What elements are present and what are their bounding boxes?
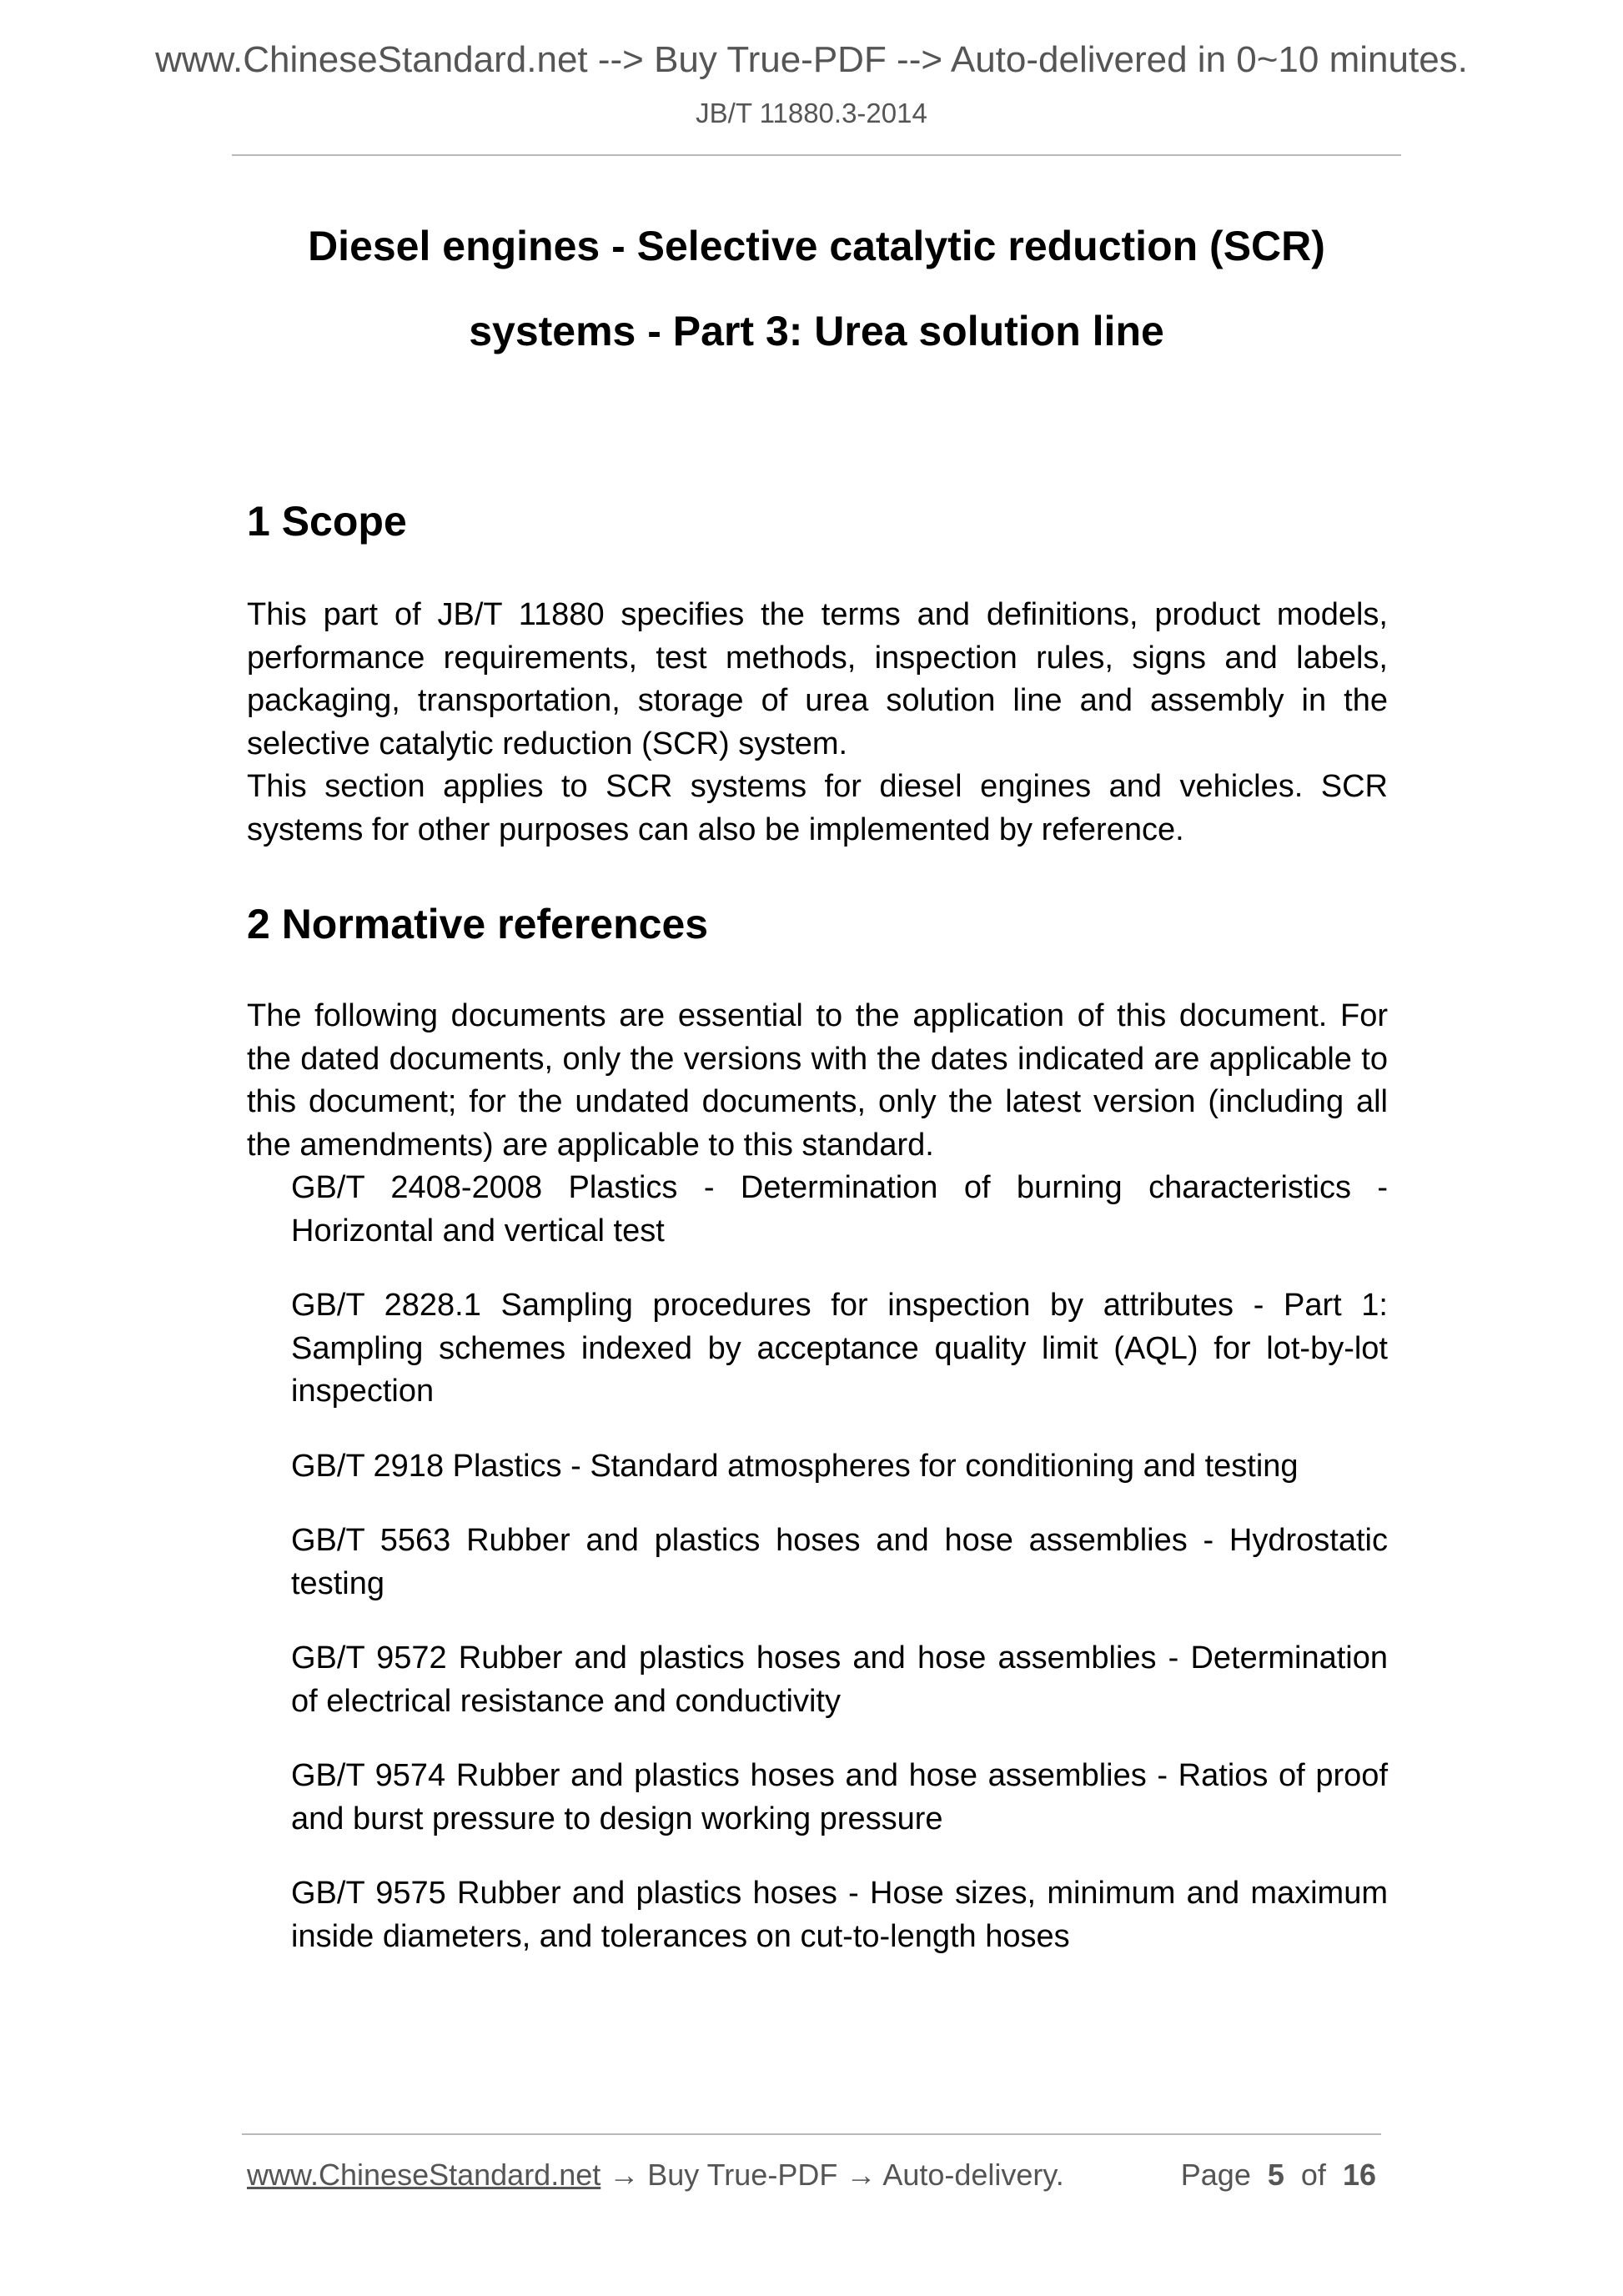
document-code: JB/T 11880.3-2014 [696,98,927,128]
document-body [247,492,1388,1990]
reference-item: GB/T 9572 Rubber and plastics hoses and hose assemblies - Determination of electrical resistance and conductivity [291,1640,1388,1719]
reference-list [247,1167,1388,1958]
page-label: Page [1180,2158,1251,2192]
title-line-2: systems - Part 3: Urea solution line [469,308,1164,354]
footer-promo [247,2157,1064,2193]
title-line-1: Diesel engines - Selective catalytic reduction (SCR) [308,223,1325,269]
scope-paragraph: This section applies to SCR systems for diesel engines and vehicles. SCR systems for other purposes can also be implemented by reference. [247,769,1388,847]
footer-tagline: → Buy True-PDF → Auto-delivery. [600,2158,1064,2192]
reference-item: GB/T 2918 Plastics - Standard atmospheres for conditioning and testing [291,1448,1299,1484]
reference-item: GB/T 2408-2008 Plastics - Determination of burning characteristics - Horizontal and vertical test [291,1170,1388,1248]
header-divider [232,154,1401,156]
section-heading-normative-references: 2 Normative references [247,901,709,947]
page-of-label: of [1300,2158,1326,2192]
reference-item: GB/T 9575 Rubber and plastics hoses - Hose sizes, minimum and maximum inside diameters, and tolerances on cut-to-length hoses [291,1876,1388,1954]
normative-references-intro: The following documents are essential to the application of this document. For the dated documents, only the versions with the dates indicated are applicable to this document; for the undated documents, only the latest version (including all the amendments) are applicable to this standard. [247,998,1388,1163]
page-total: 16 [1342,2158,1376,2192]
section-heading-scope: 1 Scope [247,498,407,545]
scope-paragraph: This part of JB/T 11880 specifies the terms and definitions, product models, performance requirements, test methods, inspection rules, signs and labels, packaging, transportation, storage of urea solution line and assembly in the selective catalytic reduction (SCR) system. [247,597,1388,761]
footer-website-link[interactable]: www.ChineseStandard.net [247,2158,601,2192]
reference-item: GB/T 9574 Rubber and plastics hoses and hose assemblies - Ratios of proof and burst pressure to design working pressure [291,1758,1388,1836]
reference-item: GB/T 5563 Rubber and plastics hoses and hose assemblies - Hydrostatic testing [291,1523,1388,1601]
document-title [232,203,1401,374]
header-banner: www.ChineseStandard.net --> Buy True-PDF --> Auto-delivered in 0~10 minutes. [155,39,1468,80]
footer-divider [242,2133,1381,2135]
reference-item: GB/T 2828.1 Sampling procedures for inspection by attributes - Part 1: Sampling schemes indexed by acceptance quality limit (AQL) for lot-by-lot inspection [291,1288,1388,1409]
page-indicator [1181,2157,1376,2193]
page-current: 5 [1267,2158,1284,2192]
